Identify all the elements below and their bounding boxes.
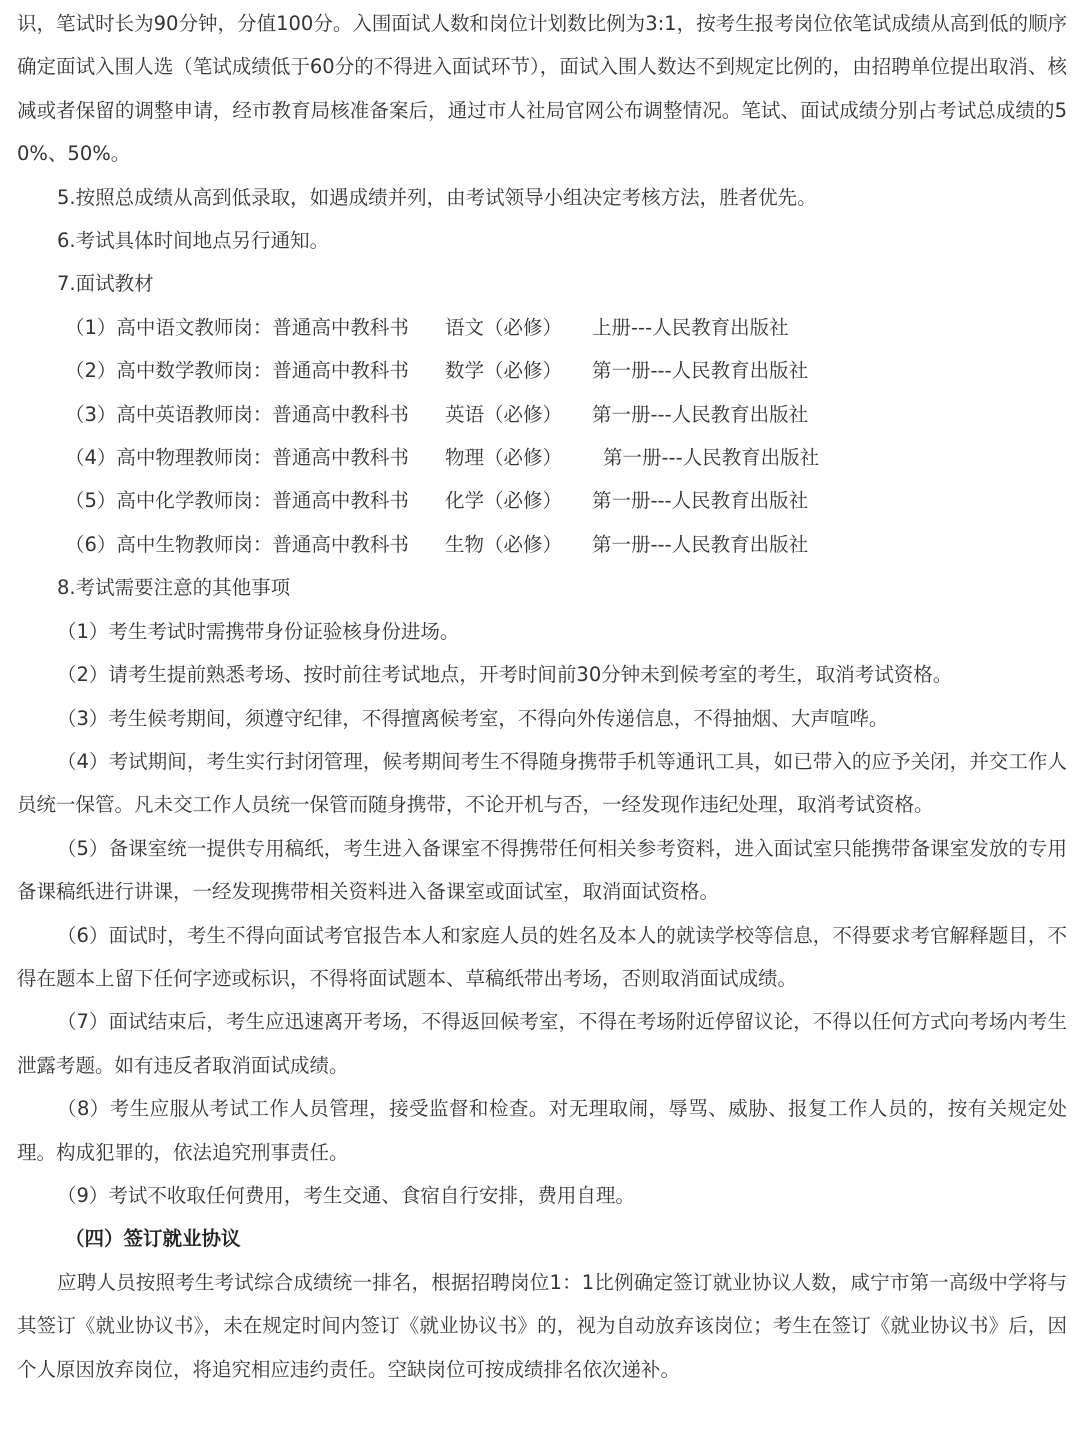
textbook-volume: 第一册---人民教育出版社	[592, 359, 809, 383]
textbook-subject: 生物（必修）	[445, 532, 563, 556]
note-2-paragraph: （2）请考生提前熟悉考场、按时前往考试地点，开考时间前30分钟未到候考室的考生，取消考试资格。	[57, 663, 953, 687]
note-5-paragraph: （5）备课室统一提供专用稿纸，考生进入备课室不得携带任何相关参考资料，进入面试室只能携带备课室发放的专用备课稿纸进行讲课，一经发现携带相关资料进入备课室或面试室，取消面试资格。	[17, 836, 1067, 904]
textbook-row	[17, 523, 1067, 566]
note-1-paragraph: （1）考生考试时需携带身份证验核身份进场。	[57, 619, 460, 643]
textbook-subject: 化学（必修）	[445, 489, 563, 513]
item-8-heading: 8.考试需要注意的其他事项	[57, 576, 291, 600]
item-7-heading: 7.面试教材	[57, 272, 154, 296]
textbook-post: （5）高中化学教师岗：普通高中教科书	[65, 489, 409, 513]
textbook-subject: 物理（必修）	[445, 446, 563, 470]
textbook-volume: 第一册---人民教育出版社	[592, 532, 809, 556]
section-4-heading: （四）签订就业协议	[65, 1227, 241, 1251]
textbook-post: （6）高中生物教师岗：普通高中教科书	[65, 532, 409, 556]
textbook-subject: 数学（必修）	[445, 359, 563, 383]
note-8-paragraph: （8）考生应服从考试工作人员管理，接受监督和检查。对无理取闹，辱骂、威胁、报复工作人员的，按有关规定处理。构成犯罪的，依法追究刑事责任。	[17, 1097, 1067, 1164]
note-7-paragraph: （7）面试结束后，考生应迅速离开考场，不得返回候考室，不得在考场附近停留议论，不得以任何方式向考场内考生泄露考题。如有违反者取消面试成绩。	[17, 1010, 1067, 1077]
textbook-row	[17, 479, 1067, 522]
note-9-paragraph: （9）考试不收取任何费用，考生交通、食宿自行安排，费用自理。	[57, 1183, 635, 1207]
item-6-paragraph: 6.考试具体时间地点另行通知。	[57, 229, 330, 253]
note-6-paragraph: （6）面试时，考生不得向面试考官报告本人和家庭人员的姓名及本人的就读学校等信息，不得要求考官解释题目，不得在题本上留下任何字迹或标识，不得将面试题本、草稿纸带出考场，否则取消面试成绩。	[17, 923, 1067, 990]
document-page	[17, 0, 1067, 1391]
textbook-volume: 第一册---人民教育出版社	[603, 446, 820, 470]
textbook-row	[17, 393, 1067, 436]
textbook-row	[17, 306, 1067, 349]
textbook-list	[17, 306, 1067, 566]
note-3-paragraph: （3）考生候考期间，须遵守纪律，不得擅离候考室，不得向外传递信息，不得抽烟、大声喧哗。	[57, 706, 889, 730]
textbook-subject: 语文（必修）	[445, 315, 563, 339]
textbook-post: （2）高中数学教师岗：普通高中教科书	[65, 359, 409, 383]
textbook-volume: 第一册---人民教育出版社	[592, 402, 809, 426]
item-5-paragraph: 5.按照总成绩从高到低录取，如遇成绩并列，由考试领导小组决定考核方法，胜者优先。	[57, 185, 817, 209]
textbook-post: （4）高中物理教师岗：普通高中教科书	[65, 446, 409, 470]
textbook-row	[17, 349, 1067, 392]
section-4-paragraph: 应聘人员按照考生考试综合成绩统一排名，根据招聘岗位1：1比例确定签订就业协议人数，咸宁市第一高级中学将与其签订《就业协议书》，未在规定时间内签订《就业协议书》的，视为自动放弃该岗位；考生在签订《就业协议书》后，因个人原因放弃岗位，将追究相应违约责任。空缺岗位可按成绩排名依次递补。	[17, 1270, 1067, 1381]
textbook-volume: 第一册---人民教育出版社	[592, 489, 809, 513]
textbook-subject: 英语（必修）	[445, 402, 563, 426]
intro-paragraph: 识，笔试时长为90分钟，分值100分。入围面试人数和岗位计划数比例为3:1，按考生报考岗位依笔试成绩从高到低的顺序确定面试入围人选（笔试成绩低于60分的不得进入面试环节），面试入围人数达不到规定比例的，由招聘单位提出取消、核减或者保留的调整申请，经市教育局核准备案后，通过市人社局官网公布调整情况。笔试、面试成绩分别占考试总成绩的50%、50%。	[17, 12, 1067, 166]
textbook-volume: 上册---人民教育出版社	[592, 315, 789, 339]
textbook-post: （1）高中语文教师岗：普通高中教科书	[65, 315, 409, 339]
textbook-post: （3）高中英语教师岗：普通高中教科书	[65, 402, 409, 426]
textbook-row	[17, 436, 1067, 479]
note-4-paragraph: （4）考试期间，考生实行封闭管理，候考期间考生不得随身携带手机等通讯工具，如已带入的应予关闭，并交工作人员统一保管。凡未交工作人员统一保管而随身携带，不论开机与否，一经发现作违纪处理，取消考试资格。	[17, 749, 1067, 817]
